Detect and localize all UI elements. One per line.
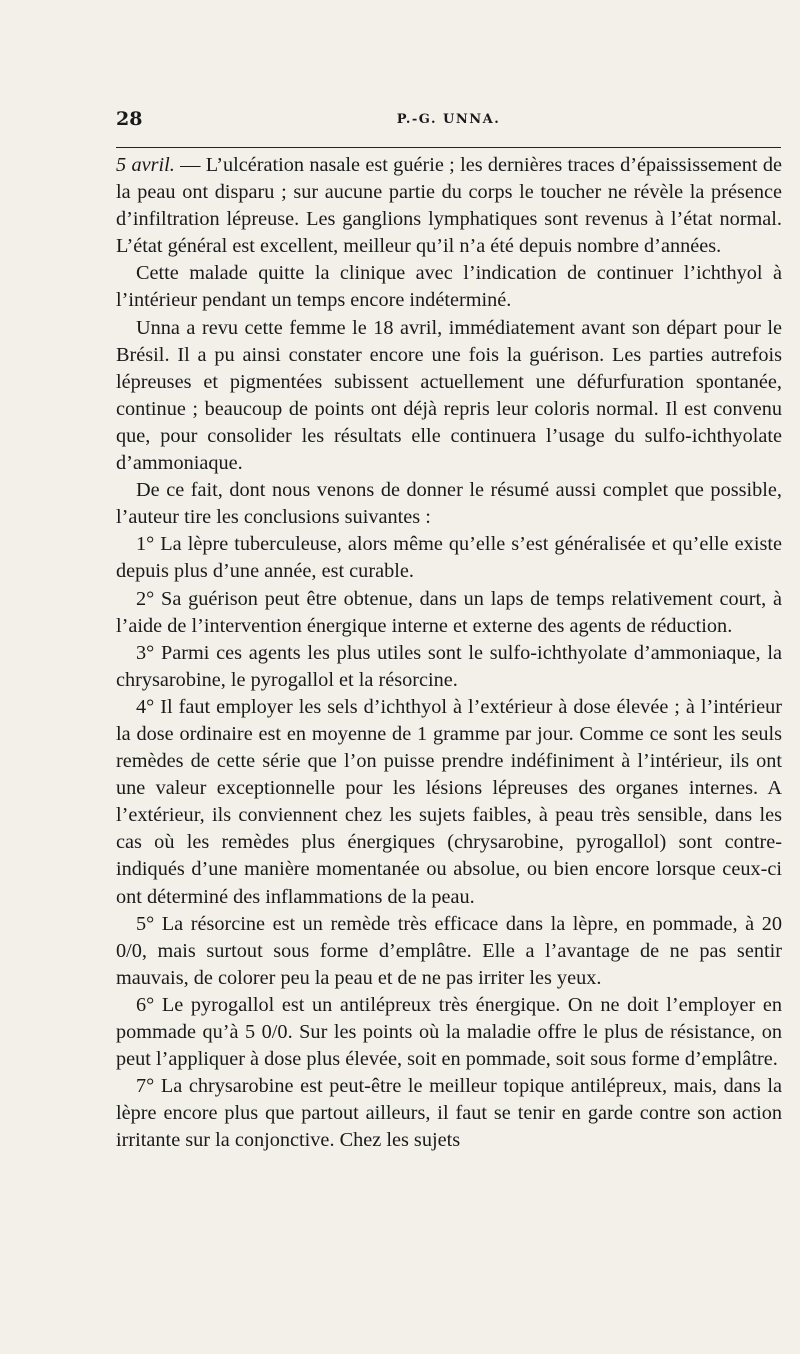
paragraph: Cette malade quitte la clinique avec l’indication de continuer l’ichthyol à l’intérieur pendant un temps encore indéterminé. <box>116 262 782 312</box>
body-text <box>116 152 782 1154</box>
header-rule <box>116 147 781 148</box>
paragraph: Unna a revu cette femme le 18 avril, immédiatement avant son départ pour le Brésil. Il a pu ainsi constater encore une fois la guérison. Les parties autrefois lépreuses et pigmentées subissent actuellement une défurfuration spontanée, continue ; beaucoup de points ont déjà repris leur coloris normal. Il est convenu que, pour consolider les résultats elle continuera l’usage du sulfo-ichthyolate d’ammoniaque. <box>116 316 782 475</box>
conclusion-5: 5° La résorcine est un remède très efficace dans la lèpre, en pommade, à 20 0/0, mais surtout sous forme d’emplâtre. Elle a l’avantage de ne pas sentir mauvais, de colorer peu la peau et de ne pas irriter les yeux. <box>116 912 782 989</box>
page-number: 28 <box>116 108 143 130</box>
conclusion-6: 6° Le pyrogallol est un antilépreux très énergique. On ne doit l’employer en pommade qu’à 5 0/0. Sur les points où la maladie offre le plus de résistance, on peut l’appliquer à dose plus élevée, soit en pommade, soit sous forme d’emplâtre. <box>116 993 782 1071</box>
conclusion-4: 4° Il faut employer les sels d’ichthyol à l’extérieur à dose élevée ; à l’intérieur la dose ordinaire est en moyenne de 1 gramme par jour. Comme ce sont les seuls remèdes de cette série que l’on puisse prendre indéfiniment à l’intérieur, ils ont une valeur exceptionnelle pour les lésions lépreuses des organes internes. A l’extérieur, ils conviennent chez les sujets faibles, à peau très sensible, dans les cas où les remèdes plus énergiques (chrysarobine, pyrogallol) sont contre-indiqués d’une manière momentanée ou absolue, ou bien encore lorsque ceux-ci ont déterminé des inflammations de la peau. <box>116 695 782 908</box>
conclusion-1: 1° La lèpre tuberculeuse, alors même qu’elle s’est généralisée et qu’elle existe depuis plus d’une année, est curable. <box>116 533 782 583</box>
running-head-author: P.-G. UNNA. <box>396 112 501 127</box>
paragraph <box>116 152 782 260</box>
conclusion-3: 3° Parmi ces agents les plus utiles sont le sulfo-ichthyolate d’ammoniaque, la chrysarobine, le pyrogallol et la résorcine. <box>116 641 782 691</box>
paragraph: De ce fait, dont nous venons de donner le résumé aussi complet que possible, l’auteur tire les conclusions suivantes : <box>116 479 782 529</box>
running-head <box>116 108 781 130</box>
date-lead: 5 avril. <box>116 154 175 176</box>
conclusion-7: 7° La chrysarobine est peut-être le meilleur topique antilépreux, mais, dans la lèpre encore plus que partout ailleurs, il faut se tenir en garde contre son action irritante sur la conjonctive. Chez les sujets <box>116 1075 782 1152</box>
paragraph-text: — L’ulcération nasale est guérie ; les dernières traces d’épaississement de la peau ont disparu ; sur aucune partie du corps le toucher ne révèle la présence d’infiltration lépreuse. Les ganglions lymphatiques sont revenus à l’état normal. L’état général est excellent, meilleur qu’il n’a été depuis nombre d’années. <box>116 154 782 258</box>
conclusion-2: 2° Sa guérison peut être obtenue, dans un laps de temps relativement court, à l’aide de l’intervention énergique interne et externe des agents de réduction. <box>116 587 782 637</box>
